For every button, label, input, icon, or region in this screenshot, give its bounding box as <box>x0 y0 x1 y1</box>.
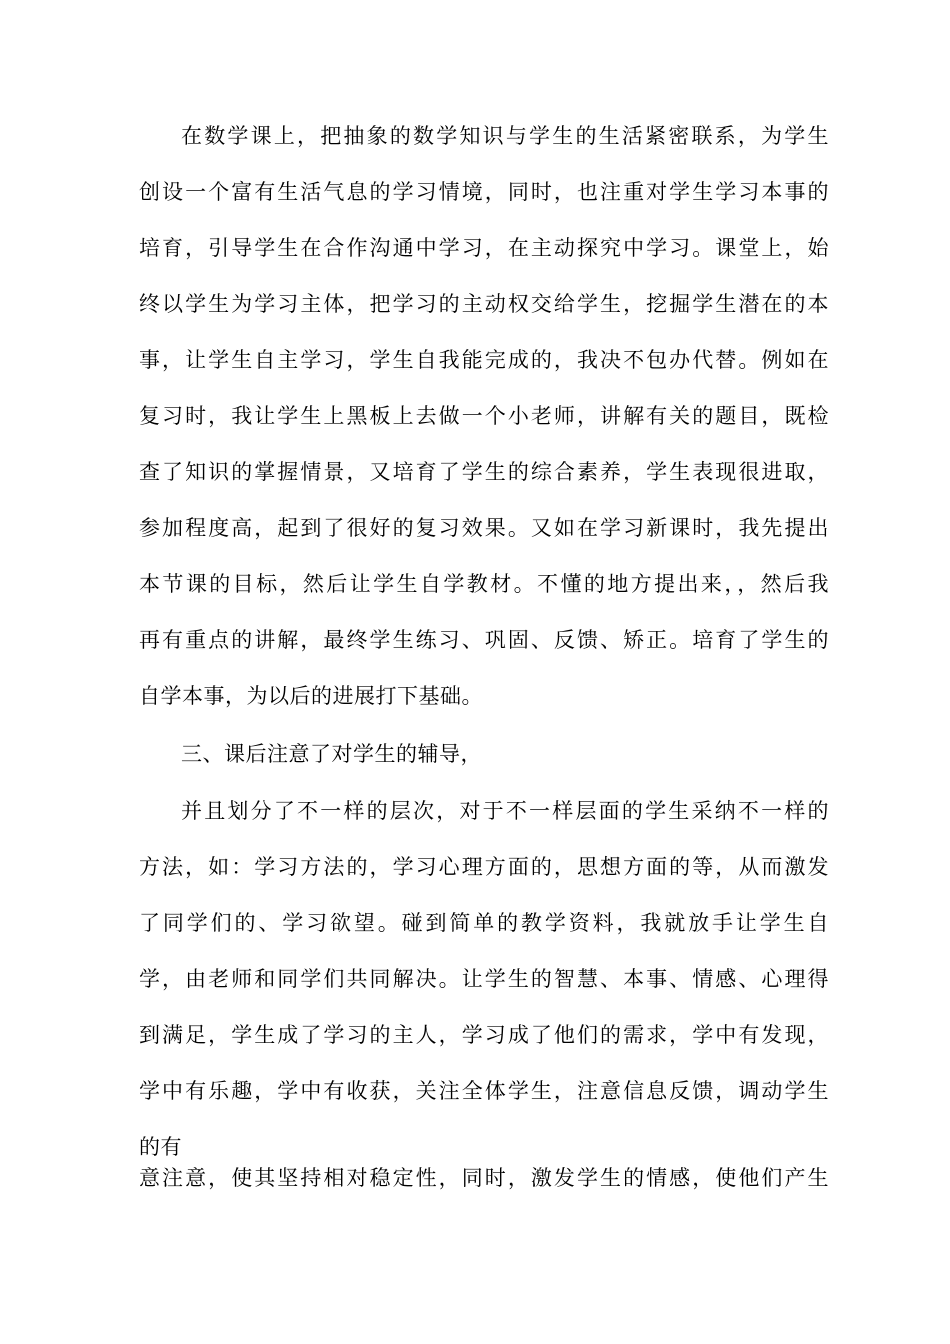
section-heading: 三、课后注意了对学生的辅导， <box>181 742 482 766</box>
text-line: 了同学们的、学习欲望。碰到简单的教学资料，我就放手让学生自 <box>139 911 829 935</box>
text-line: 参加程度高，起到了很好的复习效果。又如在学习新课时，我先提出 <box>139 516 829 540</box>
text-line: 到满足，学生成了学习的主人，学习成了他们的需求，学中有发现， <box>139 1023 829 1047</box>
text-line: 事，让学生自主学习，学生自我能完成的，我决不包办代替。例如在 <box>139 348 829 372</box>
text-line: 学中有乐趣，学中有收获，关注全体学生，注意信息反馈，调动学生 <box>139 1079 829 1103</box>
text-line: 并且划分了不一样的层次，对于不一样层面的学生采纳不一样的 <box>181 799 829 823</box>
text-line: 的有 <box>139 1135 182 1159</box>
text-line: 查了知识的掌握情景，又培育了学生的综合素养，学生表现很进取， <box>139 460 829 484</box>
text-line: 学，由老师和同学们共同解决。让学生的智慧、本事、情感、心理得 <box>139 967 829 991</box>
text-line: 终以学生为学习主体，把学习的主动权交给学生，挖掘学生潜在的本 <box>139 292 829 316</box>
text-line: 意注意，使其坚持相对稳定性，同时，激发学生的情感，使他们产生 <box>139 1166 829 1190</box>
text-line: 方法，如：学习方法的，学习心理方面的，思想方面的等，从而激发 <box>139 855 829 879</box>
text-line: 复习时，我让学生上黑板上去做一个小老师，讲解有关的题目，既检 <box>139 404 829 428</box>
text-line: 在数学课上，把抽象的数学知识与学生的生活紧密联系，为学生 <box>181 124 829 148</box>
text-line: 创设一个富有生活气息的学习情境，同时，也注重对学生学习本事的 <box>139 180 829 204</box>
text-line: 培育，引导学生在合作沟通中学习，在主动探究中学习。课堂上，始 <box>139 236 829 260</box>
text-line: 再有重点的讲解，最终学生练习、巩固、反馈、矫正。培育了学生的 <box>139 628 829 652</box>
text-line: 本节课的目标，然后让学生自学教材。不懂的地方提出来，，然后我 <box>139 572 829 596</box>
text-line: 自学本事，为以后的进展打下基础。 <box>139 684 483 708</box>
